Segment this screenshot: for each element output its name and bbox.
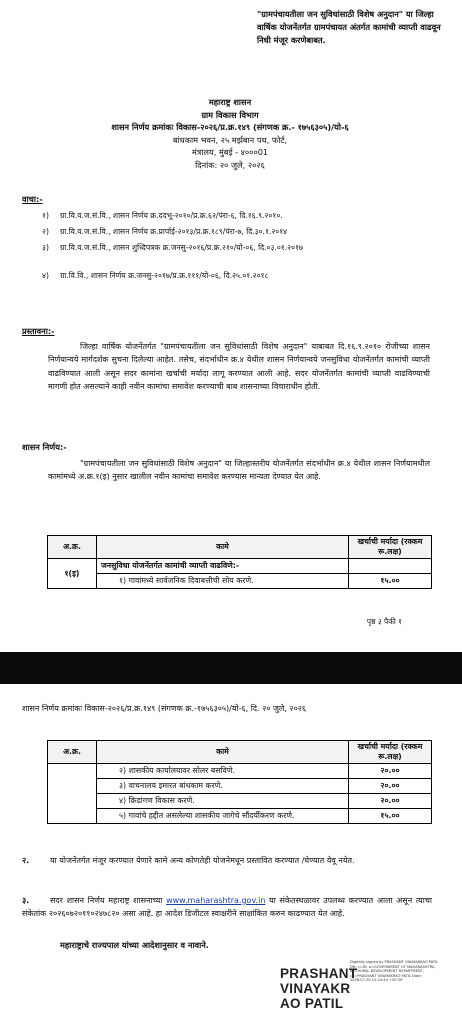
preamble-heading: प्रस्तावना:- xyxy=(22,326,55,336)
works-table xyxy=(47,535,432,589)
preamble-text: जिल्हा वार्षिक योजनेंतर्गत "ग्रामपंचायतीला जन सुविधांसाठी विशेष अनुदान" याबाबत दि.१६.९.२०१० रोजीच्या शासन निर्णयान्वये मार्गदर्शक सुचना दिलेल्या आहेत. तसेच, संदर्भाधीन क्र.४ येथील शासन निर्णयान्वये जनसुविधा योजनेंतर्गत कामांची व्याप्ती वाढविण्यात आली असून सदर कामांना खर्चाची मर्यादा लागू करण्यात आली आहे. सदर योजनेंतर्गत कामांची व्याप्ती वाढविण्याची मागणी होत असल्याने काही नवीन कामांचा समावेश करण्याची बाब शासनाच्या विचाराधीन होती. xyxy=(48,342,430,392)
column-header-limit: खर्चाची मर्यादा (रक्कम रू.लक्ष) xyxy=(349,741,432,764)
reference-text: ग्रा.वि.व.ज.सं.वि., शासन निर्णय क्र.ददभू-२०१०/प्र.क्र.६२/पंरा-६, दि.१६.९.२०१०. xyxy=(60,211,283,220)
reference-text: ग्रा.वि.व.ज.सं.वि., शासन निर्णय क्र.प्रार्पाई-२०१३/प्र.क्र.१८९/पंरा-७, दि.३०.१.२०१४ xyxy=(60,227,288,236)
page-number: पृष्ठ ३ पैकी १ xyxy=(366,617,402,626)
read-heading: वाचा:- xyxy=(22,194,43,204)
reference-number: २) xyxy=(42,227,49,236)
reference-text: ग्रा.वि.व.ज.सं.वि., शासन शुध्दिपत्रक क्र.जनसु-२०१६/प्र.क्र.२१०/यो-०६, दि.०३.०१.२०१७ xyxy=(60,243,303,252)
table-header-row xyxy=(48,741,432,764)
work-item: २) शासकीय कार्यालयावर सोलर बसविणे. xyxy=(97,764,349,779)
table-row xyxy=(48,794,432,809)
closing-line: महाराष्ट्राचे राज्यपाल यांच्या आदेशानुसार व नावाने. xyxy=(60,940,209,950)
clause-2 xyxy=(22,854,432,867)
decision-text: "ग्रामपंचायतीला जन सुविधांसाठी विशेष अनुदान" या जिल्हास्तरीय योजनेंतर्गत संदर्भाधीन क्र.४ येथील शासन निर्णयामधील कामांमध्ये अ.क्र.१(इ) नुसार खालील नवीन कामांचा समावेश करण्यास मान्यता देण्यात येत आहे. xyxy=(48,459,430,482)
group-title: जनसुविधा योजनेंतर्गत कामांची व्याप्ती वाढविणे:- xyxy=(97,559,349,574)
signer-name-line: VINAYAKR xyxy=(280,981,351,996)
gr-number-header: शासन निर्णय क्रमांकः विकास-२०२६/प्र.क्र.१४९ (संगणक क्र.-१७५६३०५)/यो-६, दि. २० जुले, २०२६ xyxy=(22,704,307,713)
decision-heading: शासन निर्णय:- xyxy=(22,442,67,452)
address-line-1: बांधकाम भवन, २५ मर्झबान पथ, फोर्ट, xyxy=(172,134,288,145)
work-item: ३) वाचनालय इमारत बांधकाम करणे. xyxy=(97,779,349,794)
clause-3 xyxy=(22,894,432,921)
clause-number: २. xyxy=(22,856,30,865)
table-row xyxy=(48,574,432,589)
column-header-works: कामे xyxy=(97,741,349,764)
clause-text: या योजनेंतर्गत मंजूर करण्यात येणारे कामे अन्य कोणतेही योजनेमधून प्रस्तावित करण्यात /घेण्यात येवू नयेत. xyxy=(50,856,355,865)
work-limit: १५.०० xyxy=(349,574,432,589)
work-limit: २०.०० xyxy=(349,764,432,779)
work-limit: २०.०० xyxy=(349,794,432,809)
reference-item xyxy=(42,210,435,222)
digital-signature-block: Digitally signed by PRASHANT VINAYAKRAO PATIL DN: c=IN, o=GOVERNMENT OF MAHARASHTRA, ou=RURAL DEVELOPMENT DEPARTMENT, cn=PRASHANT VINAYAKRAO PATIL Date: 2026.07.20 11:24:44 +05'30' xyxy=(350,960,439,983)
work-item: ५) गावांचे हद्दीत असलेल्या शासकीय जागेचे सौंदर्यीकरण करणे. xyxy=(97,809,349,824)
gr-subject: "ग्रामपंचायतीला जन सुविधांसाठी विशेष अनुदान" या जिल्हा वार्षिक योजनेंतर्गत ग्रामपंचायत अंतर्गत कामांची व्याप्ती वाढवून निधी मंजूर करणेबाबत. xyxy=(257,9,441,45)
reference-number: १) xyxy=(42,211,49,220)
reference-text: ग्रा.वि.वि., शासन निर्णय क्र.जनसु-२०१७/प्र.क्र.१११/यो-०६, दि.२५.०१.२०१८ xyxy=(60,271,269,280)
column-header-sr: अ.क्र. xyxy=(48,741,97,764)
column-header-works: कामे xyxy=(97,536,349,559)
column-header-limit: खर्चाची मर्यादा (रक्कम रू.लक्ष) xyxy=(349,536,432,559)
empty-cell xyxy=(349,559,432,574)
signer-name xyxy=(280,966,357,1011)
reference-item xyxy=(42,270,435,282)
work-item: १) गावांमध्ये सार्वजनिक दिवाबत्तीची सोय करणे. xyxy=(97,574,349,589)
signer-name-line: PRASHANT xyxy=(280,966,358,981)
table-row xyxy=(48,809,432,824)
work-limit: २०.०० xyxy=(349,779,432,794)
gr-date: दिनांक: २० जुले, २०२६ xyxy=(195,159,265,170)
reference-number: ४) xyxy=(42,271,49,280)
reference-number: ३) xyxy=(42,243,49,252)
table-header-row xyxy=(48,536,432,559)
department-name: ग्राम विकास विभाग xyxy=(201,109,259,120)
work-item: ४) क्रिडांगण विकास करणे. xyxy=(97,794,349,809)
govt-name: महाराष्ट्र शासन xyxy=(208,97,252,107)
column-header-sr: अ.क्र. xyxy=(48,536,97,559)
page-separator xyxy=(0,652,462,684)
empty-cell xyxy=(48,764,97,824)
address-line-2: मंत्रालय, मुंबई - ४०००01 xyxy=(191,147,269,157)
clause-text-continued: या संकेतस्थळावर उपलब्ध करण्यात आला असून त्याचा संकेतांक २०२६०७२०११०२४७८२० असा आहे. हा आदेश डिजीटल स्वाक्षरीने साक्षांकित करुन काढण्यात येत आहे. xyxy=(22,896,433,919)
signer-name-line: AO PATIL xyxy=(280,996,344,1011)
reference-item xyxy=(42,226,435,238)
reference-item xyxy=(42,242,435,254)
gr-number: शासन निर्णय क्रमांकः विकास-२०२६/प्र.क्र.१४९ (संगणक क्र.- १७५६३०५)/यो-६ xyxy=(111,122,349,132)
website-link[interactable]: www.maharashtra.gov.in xyxy=(166,896,266,905)
work-limit: १५.०० xyxy=(349,809,432,824)
table-group-row xyxy=(48,559,432,574)
group-number: १(इ) xyxy=(48,559,97,589)
clause-number: ३. xyxy=(22,896,30,905)
table-row xyxy=(48,779,432,794)
works-table-continued xyxy=(47,740,432,824)
clause-text: सदर शासन निर्णय महाराष्ट्र शासनाच्या xyxy=(50,896,163,905)
table-row xyxy=(48,764,432,779)
